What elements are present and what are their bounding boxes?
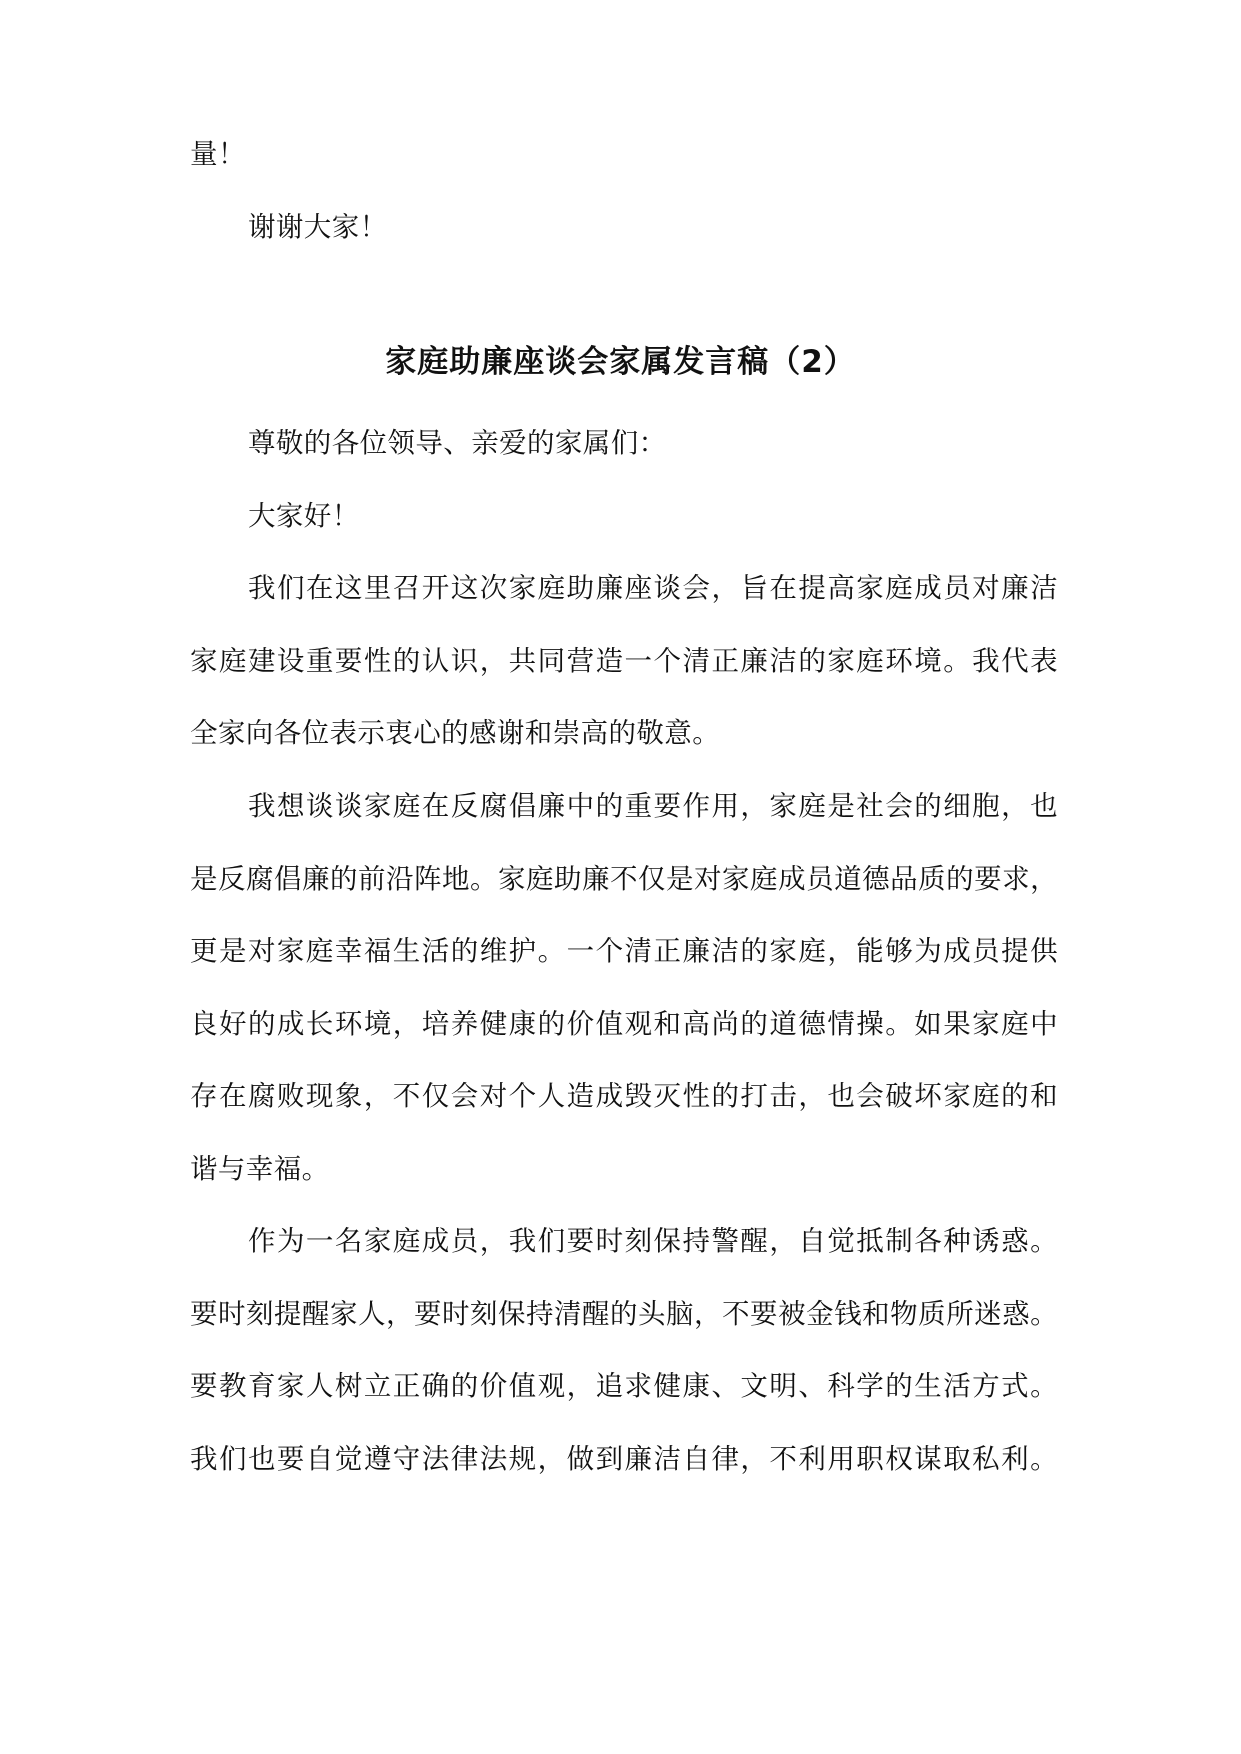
text-line: 我想谈谈家庭在反腐倡廉中的重要作用，家庭是社会的细胞，也 — [248, 790, 1058, 822]
paragraph-3 — [190, 1205, 1058, 1495]
paragraph-2 — [190, 770, 1058, 1205]
salutation: 尊敬的各位领导、亲爱的家属们： — [248, 427, 667, 459]
text-line: 更是对家庭幸福生活的维护。一个清正廉洁的家庭，能够为成员提供 — [190, 935, 1058, 967]
paragraph-1 — [190, 552, 1058, 770]
text-line: 作为一名家庭成员，我们要时刻保持警醒，自觉抵制各种诱惑。 — [248, 1225, 1058, 1257]
section-title: 家庭助廉座谈会家属发言稿（2） — [385, 344, 856, 380]
previous-section-tail — [190, 118, 1058, 263]
text-line: 我们在这里召开这次家庭助廉座谈会，旨在提高家庭成员对廉洁 — [248, 572, 1058, 604]
text-line: 良好的成长环境，培养健康的价值观和高尚的道德情操。如果家庭中 — [190, 1007, 1058, 1040]
salutation-block — [190, 407, 1058, 552]
closing-line: 谢谢大家！ — [248, 210, 388, 243]
text-line: 量！ — [190, 138, 246, 170]
text-line: 谐与幸福。 — [190, 1152, 330, 1185]
text-line: 要时刻提醒家人，要时刻保持清醒的头脑，不要被金钱和物质所迷惑。 — [190, 1297, 1058, 1330]
text-line: 我们也要自觉遵守法律法规，做到廉洁自律，不利用职权谋取私利。 — [190, 1442, 1058, 1475]
greeting: 大家好！ — [248, 499, 360, 532]
text-line: 家庭建设重要性的认识，共同营造一个清正廉洁的家庭环境。我代表 — [190, 644, 1058, 677]
text-line: 是反腐倡廉的前沿阵地。家庭助廉不仅是对家庭成员道德品质的要求， — [190, 862, 1058, 895]
text-line: 要教育家人树立正确的价值观，追求健康、文明、科学的生活方式。 — [190, 1370, 1058, 1402]
text-line: 存在腐败现象，不仅会对个人造成毁灭性的打击，也会破坏家庭的和 — [190, 1080, 1058, 1112]
text-line: 全家向各位表示衷心的感谢和崇高的敬意。 — [190, 717, 721, 749]
